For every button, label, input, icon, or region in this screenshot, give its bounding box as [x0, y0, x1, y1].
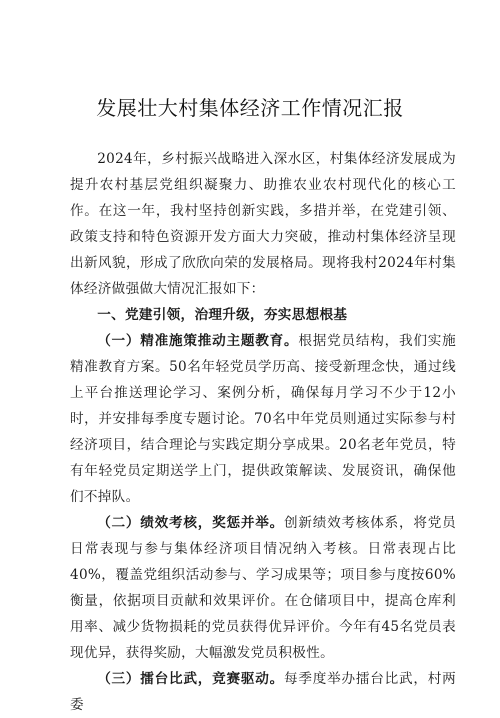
- subheading-1: （一）精准施策推动主题教育。: [97, 333, 299, 349]
- section-paragraph-3: [70, 666, 456, 718]
- document-body: [70, 146, 456, 718]
- subheading-3: （三）擂台比武，竞赛驱动。: [97, 671, 285, 687]
- paragraph-text-3: 每季度举办擂台比武，村两委: [70, 671, 456, 713]
- section-paragraph-2: [70, 510, 456, 666]
- page-title: 发展壮大村集体经济工作情况汇报: [96, 96, 404, 120]
- section-heading: 一、党建引领，治理升级，夯实思想根基: [97, 307, 348, 323]
- section-paragraph-1: [70, 328, 456, 510]
- intro-paragraph: 2024年，乡村振兴战略进入深水区，村集体经济发展成为提升农村基层党组织凝聚力、助推农业农村现代化的核心工作。在这一年，我村坚持创新实践，多措并举，在党建引领、政策支持和特色资源开发方面大力突破，推动村集体经济呈现出新风貌，形成了欣欣向荣的发展格局。现将我村2024年村集体经济做强做大情况汇报如下：: [70, 151, 456, 297]
- paragraph-text-1: 根据党员结构，我们实施精准教育方案。50名年轻党员学历高、接受新理念快，通过线上平台推送理论学习、案例分析，确保每月学习不少于12小时，并安排每季度专题讨论。70名中年党员则通过实际参与村经济项目，结合理论与实践定期分享成果。20名老年党员，特有年轻党员定期送学上门，提供政策解读、发展资讯，确保他们不掉队。: [70, 333, 456, 505]
- paragraph-text-2: 创新绩效考核体系，将党员日常表现与参与集体经济项目情况纳入考核。日常表现占比40%，覆盖党组织活动参与、学习成果等；项目参与度按60%衡量，依据项目贡献和效果评价。在仓储项目中，提高仓库利用率、减少货物损耗的党员获得优异评价。今年有45名党员表现优异，获得奖励，大幅激发党员积极性。: [70, 515, 456, 661]
- subheading-2: （二）绩效考核，奖惩并举。: [97, 515, 285, 531]
